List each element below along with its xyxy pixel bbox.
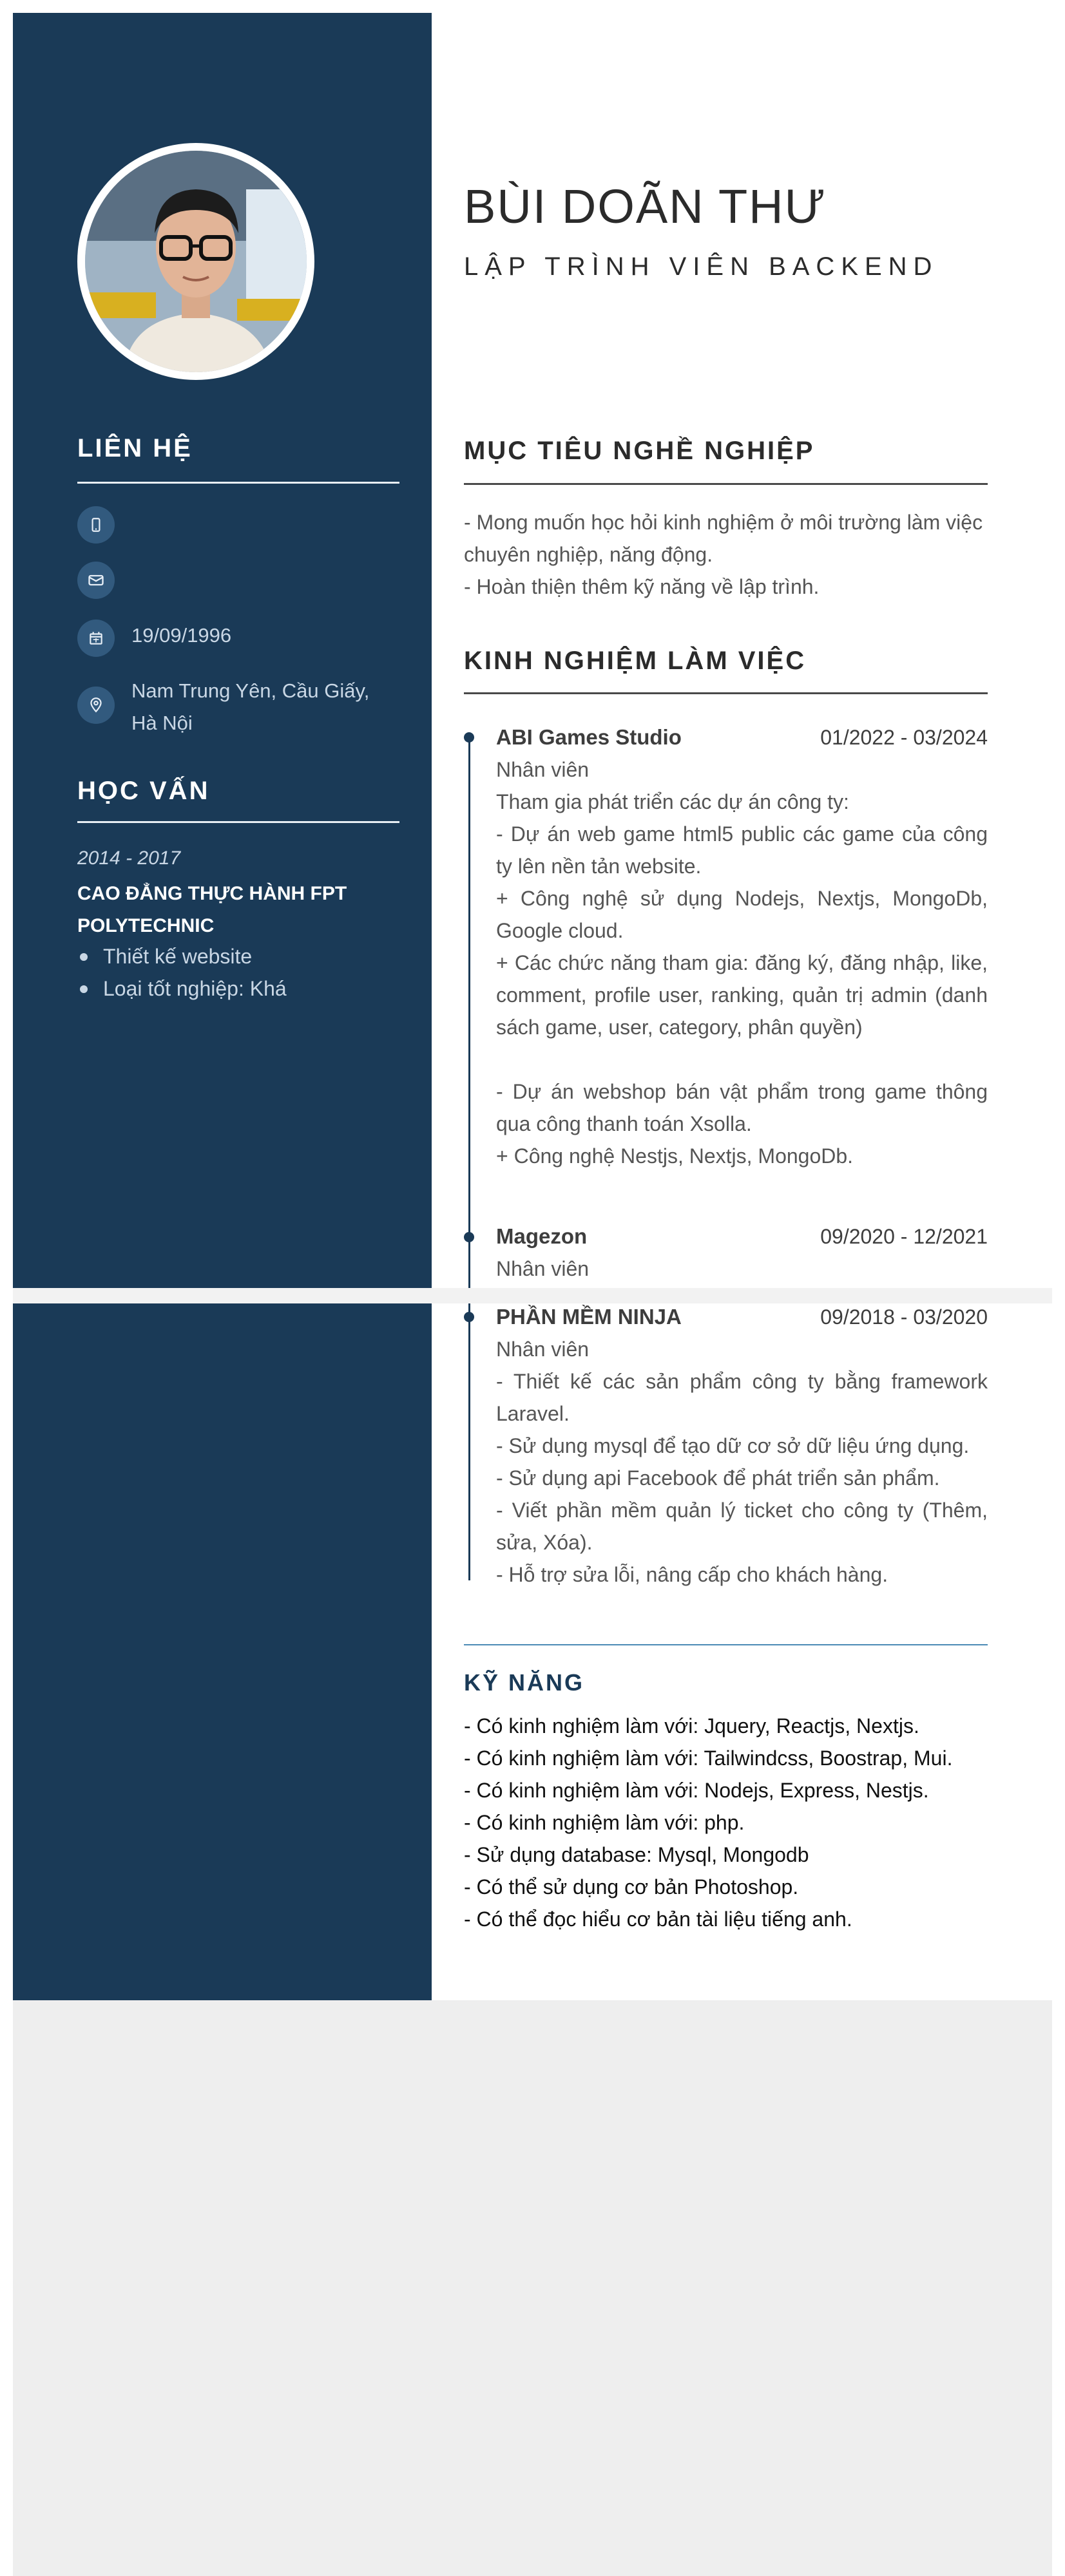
education-details	[77, 940, 399, 1005]
job-dates: 09/2020 - 12/2021	[820, 1225, 988, 1248]
contact-address-text: Nam Trung Yên, Cầu Giấy, Hà Nội	[131, 679, 370, 734]
job-description-line: + Công nghệ Nestjs, Nextjs, MongoDb.	[496, 1144, 854, 1168]
education-school: CAO ĐẲNG THỰC HÀNH FPT POLYTECHNIC	[77, 883, 347, 936]
empty-page-area	[13, 2000, 1052, 2576]
job-description	[496, 1365, 988, 1591]
job-entry	[496, 1301, 988, 1591]
skills-heading: KỸ NĂNG	[464, 1669, 585, 1696]
job-company: PHẦN MỀM NINJA	[496, 1305, 682, 1329]
sidebar-page-2	[13, 1303, 432, 2000]
experience-divider	[464, 692, 988, 694]
candidate-role: LẬP TRÌNH VIÊN BACKEND	[464, 252, 939, 281]
contact-phone	[77, 506, 399, 544]
job-title: Nhân viên	[496, 1257, 590, 1280]
skills-divider	[464, 1644, 988, 1645]
skill-item: - Có thể sử dụng cơ bản Photoshop.	[464, 1875, 799, 1899]
timeline-dot	[464, 1312, 474, 1322]
timeline-line	[468, 737, 470, 1288]
job-description-line: - Sử dụng api Facebook để phát triển sản phẩm.	[496, 1466, 940, 1490]
timeline-dot	[464, 732, 474, 743]
job-description-line: - Sử dụng mysql để tạo dữ cơ sở dữ liệu ứng dụng.	[496, 1434, 970, 1457]
skill-item: - Có kinh nghiệm làm với: Nodejs, Express, Nestjs.	[464, 1779, 929, 1802]
contact-birthday-text: 19/09/1996	[131, 624, 232, 647]
job-description-line: - Thiết kế các sản phẩm công ty bằng framework Laravel.	[496, 1370, 988, 1425]
education-item: Loại tốt nghiệp: Khá	[77, 972, 399, 1005]
avatar	[85, 151, 307, 372]
job-header	[496, 721, 988, 753]
calendar-icon	[77, 620, 115, 657]
skill-item: - Có kinh nghiệm làm với: php.	[464, 1811, 745, 1834]
job-description-line: - Dự án webshop bán vật phẩm trong game thông qua công thanh toán Xsolla.	[496, 1080, 988, 1135]
job-description	[496, 786, 988, 1172]
avatar-frame	[77, 143, 314, 380]
job-header	[496, 1220, 988, 1253]
job-description-line: - Viết phần mềm quản lý ticket cho công ty (Thêm, sửa, Xóa).	[496, 1499, 988, 1554]
avatar-photo	[85, 151, 307, 372]
job-description-line: - Dự án web game html5 public các game của công ty lên nền tản website.	[496, 822, 988, 878]
job-dates: 09/2018 - 03/2020	[820, 1305, 988, 1329]
job-description-line: - Hỗ trợ sửa lỗi, nâng cấp cho khách hàng.	[496, 1563, 888, 1586]
education-years: 2014 - 2017	[77, 848, 181, 869]
job-title: Nhân viên	[496, 758, 590, 781]
job-header	[496, 1301, 988, 1333]
contact-heading: LIÊN HỆ	[77, 434, 193, 462]
phone-icon	[77, 506, 115, 544]
experience-heading: KINH NGHIỆM LÀM VIỆC	[464, 647, 807, 675]
contact-address	[77, 675, 399, 739]
contact-email	[77, 562, 399, 599]
job-entry	[496, 721, 988, 1172]
job-title: Nhân viên	[496, 1338, 590, 1361]
job-company: Magezon	[496, 1224, 588, 1248]
job-entry	[496, 1220, 988, 1285]
skill-item: - Sử dụng database: Mysql, Mongodb	[464, 1843, 809, 1866]
job-description-line: + Công nghệ sử dụng Nodejs, Nextjs, MongoDb, Google cloud.	[496, 887, 988, 942]
education-heading: HỌC VẤN	[77, 777, 210, 805]
skill-item: - Có kinh nghiệm làm với: Tailwindcss, Boostrap, Mui.	[464, 1747, 953, 1770]
education-divider	[77, 821, 399, 823]
candidate-name: BÙI DOÃN THƯ	[464, 180, 827, 233]
objective-divider	[464, 483, 988, 485]
contact-birthday	[77, 620, 399, 657]
timeline-dot	[464, 1232, 474, 1242]
objective-line: - Mong muốn học hỏi kinh nghiệm ở môi trường làm việc chuyên nghiệp, năng động.	[464, 511, 983, 566]
timeline-line	[468, 1303, 470, 1580]
objective-heading: MỤC TIÊU NGHỀ NGHIỆP	[464, 437, 815, 465]
contact-divider	[77, 482, 399, 484]
job-company: ABI Games Studio	[496, 725, 682, 749]
skills-list	[464, 1710, 988, 1935]
mail-icon	[77, 562, 115, 599]
map-pin-icon	[77, 687, 115, 724]
education-item: Thiết kế website	[77, 940, 399, 972]
job-description-line: Tham gia phát triển các dự án công ty:	[496, 790, 849, 813]
job-description-line: + Các chức năng tham gia: đăng ký, đăng nhập, like, comment, profile user, ranking, quản trị admin (danh sách game, user, category, phân quyền)	[496, 951, 988, 1039]
skill-item: - Có kinh nghiệm làm với: Jquery, Reactjs, Nextjs.	[464, 1714, 919, 1738]
skill-item: - Có thể đọc hiểu cơ bản tài liệu tiếng anh.	[464, 1908, 852, 1931]
objective-line: - Hoàn thiện thêm kỹ năng về lập trình.	[464, 575, 820, 598]
job-description-gap	[496, 1043, 988, 1075]
objective-text	[464, 506, 988, 603]
job-dates: 01/2022 - 03/2024	[820, 726, 988, 749]
